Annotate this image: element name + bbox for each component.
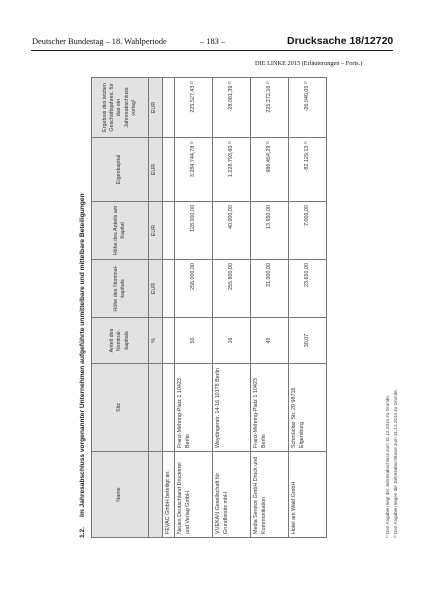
- unit-empty-sitz: [149, 364, 163, 452]
- footnote-2: ²⁾ Den Angaben liegen die Jahresabschlüsse zum 31.12.2014 zu Grunde.: [393, 389, 398, 538]
- col-header-nominal: Höhe des Nominal-kapitals: [92, 260, 149, 318]
- unit-eigenkapital: EUR: [149, 138, 163, 202]
- cell-eigenkapital: 3.284.744,78 ²⁾: [175, 138, 213, 202]
- cell-sitz: Schmücker Str. 20 98716 Elgersburg: [289, 364, 327, 452]
- col-header-eigenkapital: Eigenkapital: [92, 138, 149, 202]
- rotated-table-block: [79, 76, 411, 556]
- table-row: [289, 78, 327, 538]
- header-left: Deutscher Bundestag – 18. Wahlperiode: [32, 37, 167, 46]
- document-number: Drucksache 18/12720: [287, 35, 394, 47]
- cell-anteil: 16: [213, 318, 251, 364]
- cell-name: Neues Deutschland Druckerei und Verlag GmbH: [175, 452, 213, 538]
- cell-nominal: 23.650,00: [289, 260, 327, 318]
- table-row: [251, 78, 289, 538]
- cell-nominal: 256.000,00: [175, 260, 213, 318]
- cell-nominal: 255.800,00: [213, 260, 251, 318]
- unit-nominal: EUR: [149, 260, 163, 318]
- cell-ergebnis: -26.040,05 ²⁾: [289, 78, 327, 138]
- cell-name: Hotel am Wald GmbH: [289, 452, 327, 538]
- col-header-ergebnis: Ergebnis des letzten Geschäftsjahres, für das ein Jahresabschluss vorlag¹: [92, 78, 149, 138]
- cell-ergebnis: 225.272,16 ²⁾: [251, 78, 289, 138]
- cell-anteil-kapital: 7.000,00: [289, 202, 327, 260]
- group-row: [163, 78, 175, 538]
- cell-eigenkapital: 986.454,29 ²⁾: [251, 138, 289, 202]
- table-row: [175, 78, 213, 538]
- cell-anteil: 30,07: [289, 318, 327, 364]
- unit-anteil-kapital: EUR: [149, 202, 163, 260]
- subheader: DIE LINKE 2015 (Erläuterungen – Forts.): [255, 60, 363, 67]
- section-title: [79, 193, 86, 538]
- participations-table: [91, 77, 327, 538]
- group-empty: [163, 318, 175, 364]
- col-header-sitz: Sitz: [92, 364, 149, 452]
- cell-sitz: Franz-Mehring-Platz 1 10423 Berlin: [251, 364, 289, 452]
- cell-anteil-kapital: 40.900,00: [213, 202, 251, 260]
- col-header-anteil-kapital: Höhe des Anteils am Kapital: [92, 202, 149, 260]
- cell-eigenkapital: -82.129,13 ²⁾: [289, 138, 327, 202]
- cell-nominal: 31.000,00: [251, 260, 289, 318]
- group-empty: [163, 202, 175, 260]
- unit-ergebnis: EUR: [149, 78, 163, 138]
- cell-anteil: 50: [175, 318, 213, 364]
- group-empty: [163, 78, 175, 138]
- cell-anteil-kapital: 128.000,00: [175, 202, 213, 260]
- unit-anteil: %: [149, 318, 163, 364]
- unit-empty-name: [149, 452, 163, 538]
- footnote-1: ¹⁾ Den Angaben liegt der Jahresabschluss zum 31.12.2015 zu Grunde.: [385, 394, 390, 538]
- cell-sitz: Weydingerstr. 14-16 10178 Berlin: [213, 364, 251, 452]
- col-header-name: Name: [92, 452, 149, 538]
- group-empty: [163, 138, 175, 202]
- unit-row: [149, 78, 163, 538]
- group-label: FEVAC GmbH beteiligt an:: [163, 452, 175, 538]
- table-row: [213, 78, 251, 538]
- section-number: 1.2.: [79, 527, 86, 538]
- cell-sitz: Franz-Mehring-Platz 1 10423 Berlin: [175, 364, 213, 452]
- section-title-text: Im Jahresabschluss vorgenannter Unternehmen aufgeführte unmittelbare und mittelbare Beteiligungen: [79, 193, 86, 517]
- cell-ergebnis: 225.527,43 ²⁾: [175, 78, 213, 138]
- page-number: – 183 –: [200, 37, 226, 46]
- header-rule: [31, 50, 393, 51]
- cell-anteil-kapital: 13.950,00: [251, 202, 289, 260]
- header-row: [92, 78, 149, 538]
- cell-anteil: 45: [251, 318, 289, 364]
- group-empty: [163, 364, 175, 452]
- cell-name: Media Service GmbH Druck und Kommunikation: [251, 452, 289, 538]
- cell-name: VUEKAN Gesellschaft für Grundbesitz mbH: [213, 452, 251, 538]
- cell-eigenkapital: 1.228.793,60 ²⁾: [213, 138, 251, 202]
- col-header-anteil: Anteil des Nominal-kapitals: [92, 318, 149, 364]
- cell-ergebnis: -28.081,39 ²⁾: [213, 78, 251, 138]
- group-empty: [163, 260, 175, 318]
